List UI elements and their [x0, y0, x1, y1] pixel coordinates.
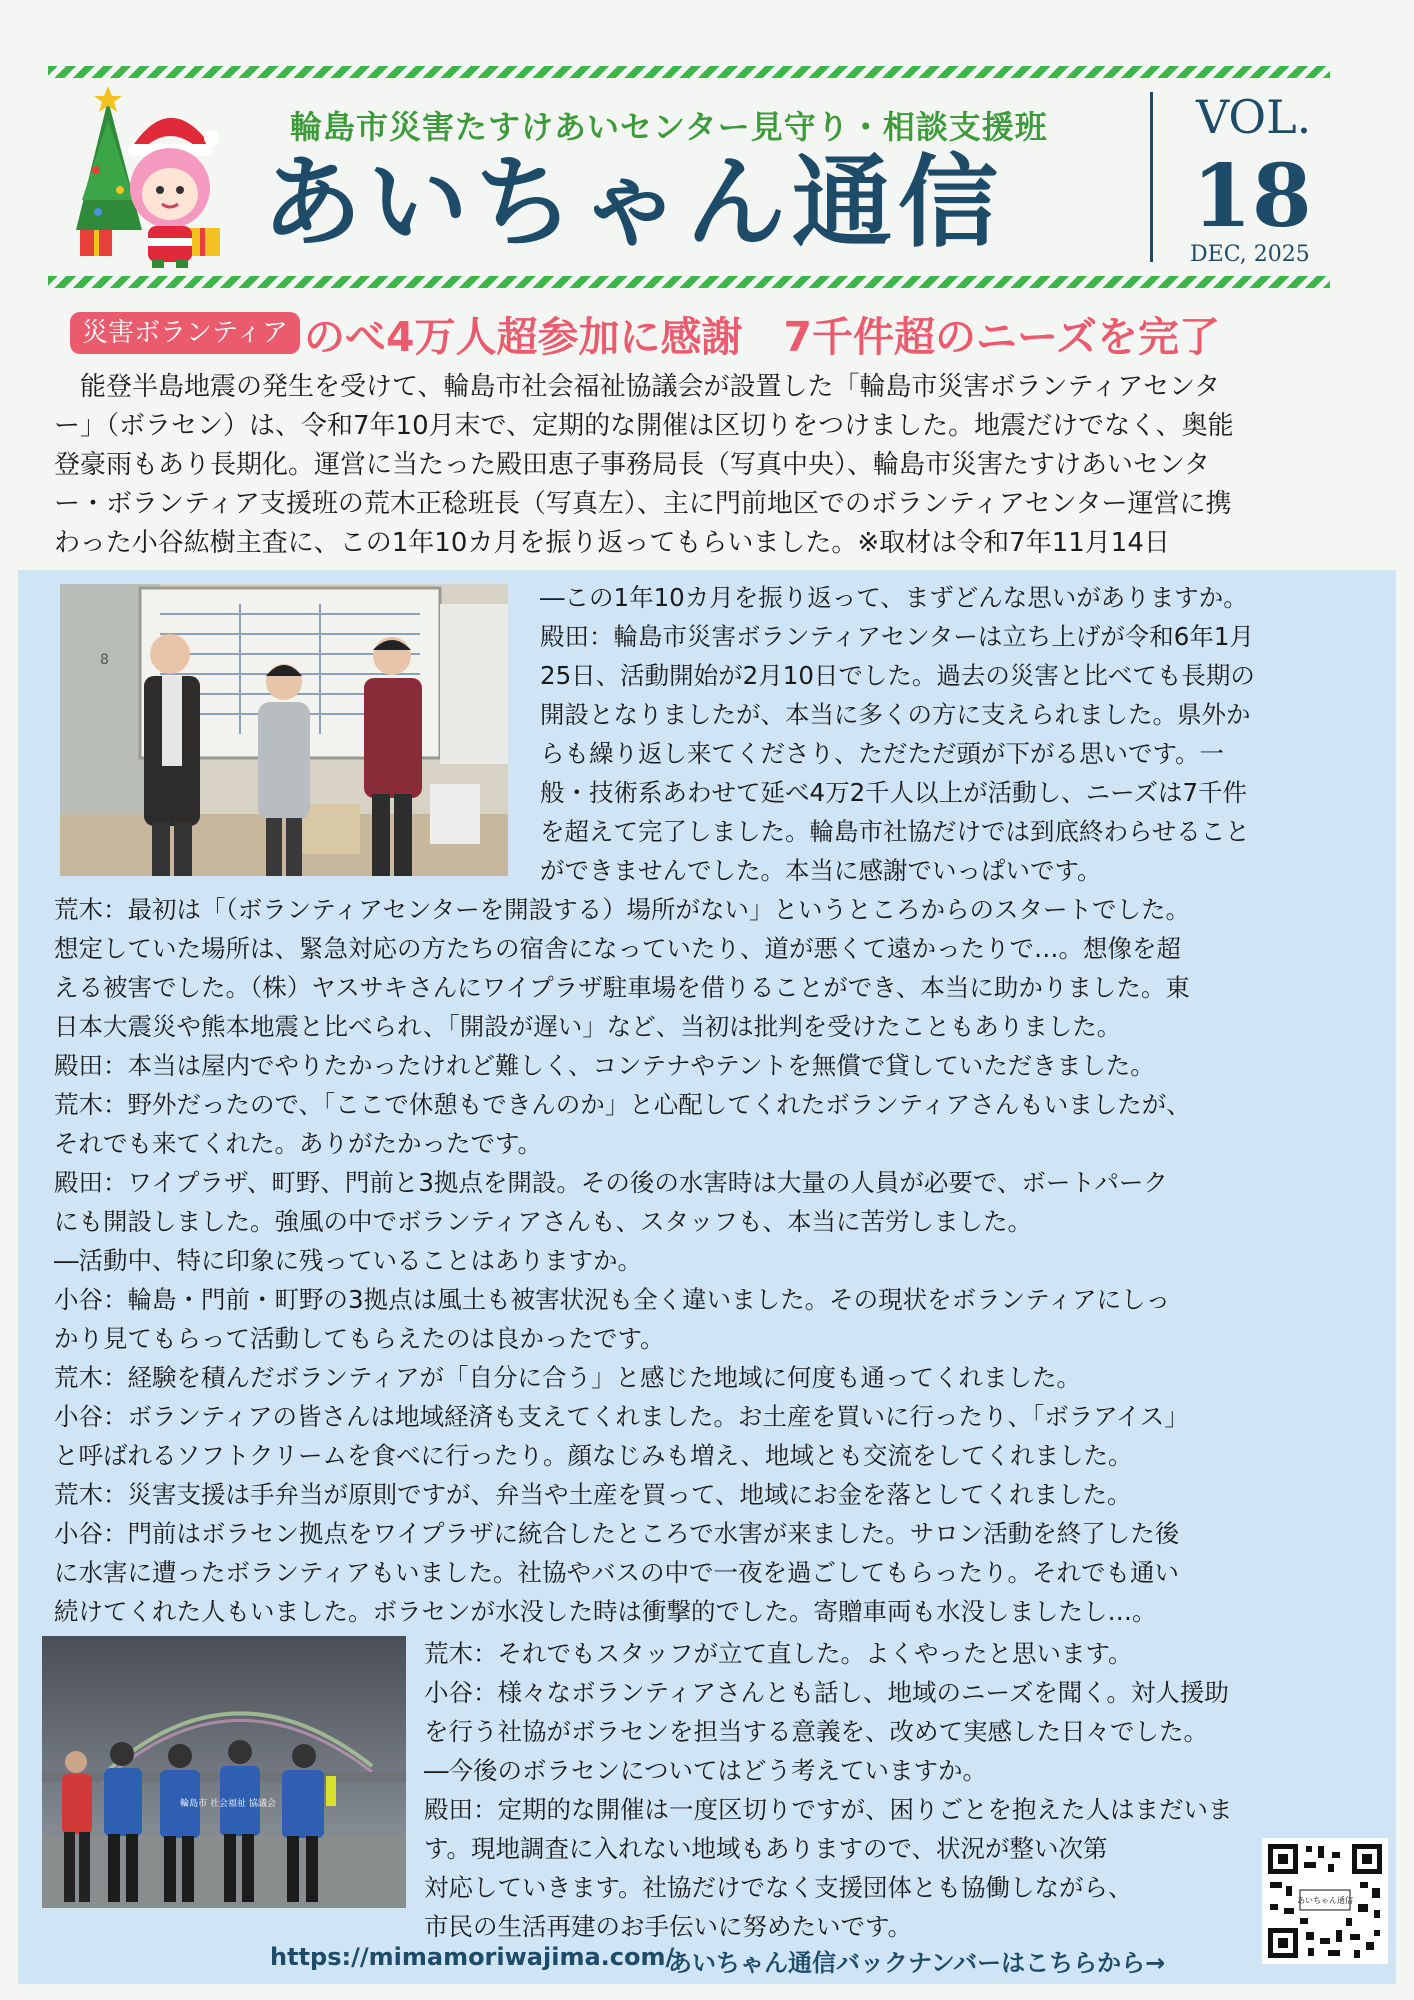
- interview-line: 市民の生活再建のお手伝いに努めたいです。: [424, 1912, 913, 1941]
- interview-line: 想定していた場所は、緊急対応の方たちの宿舎になっていたり、道が悪くて遠かったりで…。想像を超: [54, 934, 1181, 963]
- vest-label: 輪島市 社会福祉 協議会: [180, 1799, 276, 1809]
- qr-code[interactable]: [1262, 1838, 1388, 1964]
- interview-line: 荒木：災害支援は手弁当が原則ですが、弁当や土産を買って、地域にお金を落としてくれました。: [54, 1480, 1132, 1509]
- staff-photo: [60, 584, 508, 876]
- interview-line: 開設となりましたが、本当に多くの方に支えられました。県外か: [540, 700, 1251, 729]
- interview-line: 続けてくれた人もいました。ボラセンが水没した時は衝撃的でした。寄贈車両も水没しましたし…。: [54, 1597, 1157, 1626]
- interview-line: と呼ばれるソフトクリームを食べに行ったり。顔なじみも増え、地域とも交流をしてくれました。: [54, 1441, 1133, 1470]
- interview-line: 小谷：輪島・門前・町野の3拠点は風土も被害状況も全く違いました。その現状をボランティアにしっ: [54, 1285, 1171, 1314]
- issue-date: DEC, 2025: [1190, 242, 1310, 267]
- interview-line: 荒木：経験を積んだボランティアが「自分に合う」と感じた地域に何度も通ってくれました。: [54, 1363, 1082, 1392]
- lead-line: ー・ボランティア支援班の荒木正稔班長（写真左）、主に門前地区でのボランティアセンター運営に携: [54, 489, 1232, 519]
- interview-line: らも繰り返し来てくださり、ただただ頭が下がる思いです。一: [540, 739, 1225, 768]
- whiteboard-number: 8: [100, 652, 109, 668]
- mascot-illustration: [68, 80, 228, 270]
- interview-line: 般・技術系あわせて延べ4万2千人以上が活動し、ニーズは7千件: [540, 778, 1248, 807]
- interview-block-b: [54, 890, 1394, 1631]
- interview-line: す。現地調査に入れない地域もありますので、状況が整い次第: [424, 1834, 1108, 1863]
- interview-line: 小谷：ボランティアの皆さんは地域経済も支えてくれました。お土産を買いに行ったり、「ボラアイス」: [54, 1402, 1189, 1431]
- interview-line: 日本大震災や熊本地震と比べられ、「開設が遅い」など、当初は批判を受けたこともありました。: [54, 1012, 1122, 1041]
- interview-line: に水害に遭ったボランティアもいました。社協やバスの中で一夜を過ごしてもらったり。それでも通い: [54, 1558, 1180, 1587]
- interview-line: 小谷：門前はボラセン拠点をワイプラザに統合したところで水害が来ました。サロン活動を終了した後: [54, 1519, 1180, 1548]
- header-subtitle: 輪島市災害たすけあいセンター見守り・相談支援班: [290, 108, 1048, 146]
- volume-label: VOL.: [1196, 90, 1312, 144]
- interview-line: 対応していきます。社協だけでなく支援団体とも協働しながら、: [424, 1873, 1133, 1902]
- category-badge: 災害ボランティア: [70, 312, 300, 354]
- interview-line: ―活動中、特に印象に残っていることはありますか。: [54, 1246, 642, 1275]
- volume-number: 18: [1192, 146, 1312, 247]
- volunteers-rainbow-photo: [42, 1636, 406, 1908]
- interview-line: ができませんでした。本当に感謝でいっぱいです。: [540, 856, 1102, 885]
- lead-line: 能登半島地震の発生を受けて、輪島市社会福祉協議会が設置した「輪島市災害ボランティアセンタ: [54, 372, 1221, 402]
- interview-line: かり見てもらって活動してもらえたのは良かったです。: [54, 1324, 665, 1353]
- lead-line: 登豪雨もあり長期化。運営に当たった殿田恵子事務局長（写真中央）、輪島市災害たすけあいセンタ: [54, 450, 1210, 480]
- bottom-stripe: [48, 276, 1330, 288]
- article-headline: のべ4万人超参加に感謝 7千件超のニーズを完了: [304, 313, 1221, 361]
- lead-line: ー」（ボラセン）は、令和7年10月末で、定期的な開催は区切りをつけました。地震だけでなく、奥能: [54, 411, 1234, 441]
- interview-line: 小谷：様々なボランティアさんとも話し、地域のニーズを聞く。対人援助: [424, 1678, 1229, 1707]
- interview-line: 殿田：本当は屋内でやりたかったけれど難しく、コンテナやテントを無償で貸していただきました。: [54, 1051, 1155, 1080]
- top-stripe: [48, 66, 1330, 78]
- interview-line: を超えて完了しました。輪島市社協だけでは到底終わらせること: [540, 817, 1250, 846]
- interview-block-a: [540, 578, 1380, 890]
- interview-line: 荒木：野外だったので、「ここで休憩もできんのか」と心配してくれたボランティアさんもいましたが、: [54, 1090, 1191, 1119]
- header-divider: [1150, 92, 1153, 262]
- interview-line: 荒木：最初は「（ボランティアセンターを開設する）場所がない」というところからのスタートでした。: [54, 895, 1191, 924]
- interview-line: 25日、活動開始が2月10日でした。過去の災害と比べても長期の: [540, 661, 1255, 690]
- back-number-link[interactable]: あいちゃん通信バックナンバーはこちらから→: [668, 1949, 1166, 1977]
- newsletter-title: あいちゃん通信: [262, 144, 1004, 261]
- interview-line: を行う社協がボラセンを担当する意義を、改めて実感した日々でした。: [424, 1717, 1208, 1746]
- interview-line: 殿田：定期的な開催は一度区切りですが、困りごとを抱えた人はまだいま: [424, 1795, 1233, 1824]
- interview-line: ―今後のボラセンについてはどう考えていますか。: [424, 1756, 988, 1785]
- qr-label: あいちゃん通信: [1297, 1896, 1353, 1905]
- interview-line: それでも来てくれた。ありがたかったです。: [54, 1129, 543, 1158]
- interview-line: 殿田：輪島市災害ボランティアセンターは立ち上げが令和6年1月: [540, 622, 1254, 651]
- lead-line: わった小谷紘樹主査に、この1年10カ月を振り返ってもらいました。※取材は令和7年11月14日: [54, 528, 1170, 558]
- interview-line: 荒木：それでもスタッフが立て直した。よくやったと思います。: [424, 1639, 1133, 1668]
- interview-line: ―この1年10カ月を振り返って、まずどんな思いがありますか。: [540, 583, 1248, 612]
- interview-block-c: [424, 1634, 1384, 1946]
- website-link[interactable]: https://mimamoriwajima.com/: [270, 1943, 675, 1971]
- interview-line: える被害でした。（株）ヤスサキさんにワイプラザ駐車場を借りることができ、本当に助かりました。東: [54, 973, 1190, 1002]
- lead-paragraph: [54, 368, 1386, 563]
- interview-line: にも開設しました。強風の中でボランティアさんも、スタッフも、本当に苦労しました。: [54, 1207, 1033, 1236]
- interview-line: 殿田：ワイプラザ、町野、門前と3拠点を開設。その後の水害時は大量の人員が必要で、ボートパーク: [54, 1168, 1168, 1197]
